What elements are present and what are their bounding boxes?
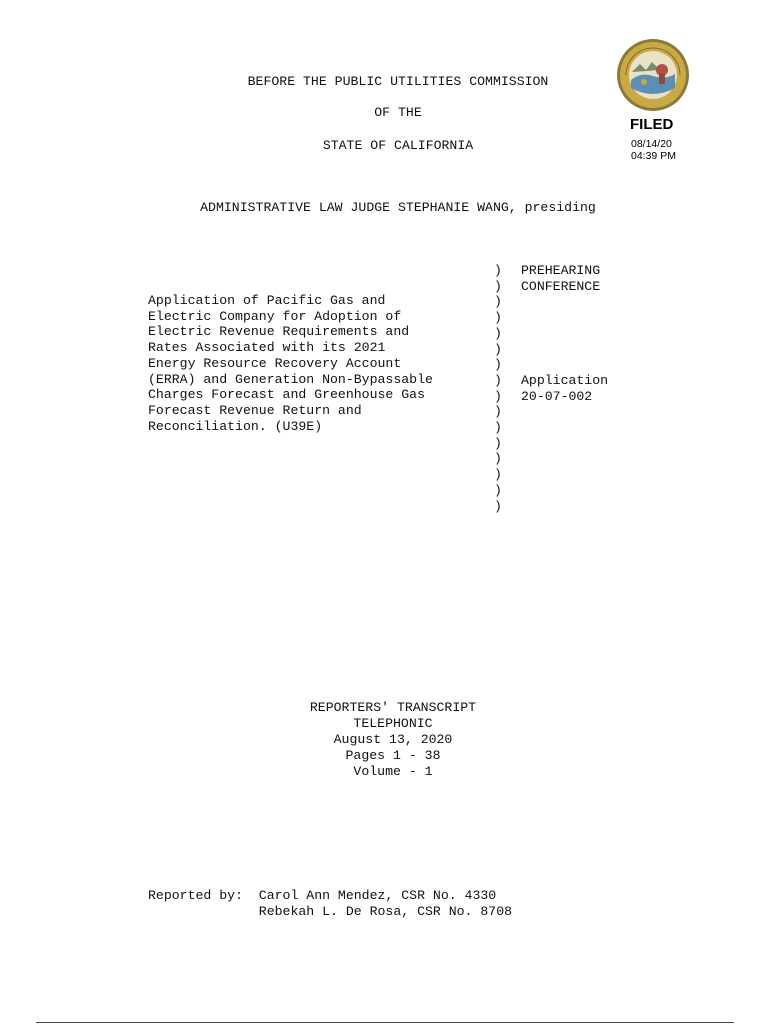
header-line-2: OF THE bbox=[374, 105, 422, 120]
paren: ) bbox=[494, 294, 502, 310]
paren: ) bbox=[494, 372, 502, 388]
paren: ) bbox=[494, 435, 502, 451]
bottom-rule bbox=[36, 1022, 734, 1023]
presiding-judge: ADMINISTRATIVE LAW JUDGE STEPHANIE WANG, presiding bbox=[200, 200, 596, 215]
paren: ) bbox=[494, 451, 502, 467]
caption-line: Electric Revenue Requirements and bbox=[148, 324, 410, 340]
proceeding-type-line: CONFERENCE bbox=[521, 278, 601, 294]
filed-timestamp bbox=[631, 138, 676, 162]
paren: ) bbox=[494, 498, 502, 514]
caption-line: Charges Forecast and Greenhouse Gas bbox=[148, 387, 425, 403]
paren: ) bbox=[494, 357, 502, 373]
cpuc-seal bbox=[616, 38, 690, 112]
caption-line: Rates Associated with its 2021 bbox=[148, 340, 386, 356]
reporter-1: Carol Ann Mendez, CSR No. 4330 bbox=[258, 888, 497, 903]
paren: ) bbox=[494, 404, 502, 420]
caption-line: Forecast Revenue Return and bbox=[148, 402, 362, 418]
transcript-date: August 13, 2020 bbox=[333, 732, 453, 747]
reported-by bbox=[148, 888, 512, 920]
application-id: 20-07-002 bbox=[521, 388, 593, 404]
transcript-title: REPORTERS' TRANSCRIPT bbox=[309, 700, 477, 715]
paren: ) bbox=[494, 467, 502, 483]
transcript-info bbox=[270, 700, 516, 780]
paren: ) bbox=[494, 310, 502, 326]
paren: ) bbox=[494, 325, 502, 341]
filed-time: 04:39 PM bbox=[631, 150, 676, 162]
paren: ) bbox=[494, 420, 502, 436]
application-number bbox=[521, 373, 608, 404]
paren: ) bbox=[494, 388, 502, 404]
caption-line: Application of Pacific Gas and bbox=[148, 293, 386, 308]
caption-line: Electric Company for Adoption of bbox=[148, 308, 402, 324]
reported-by-label: Reported by: bbox=[148, 888, 243, 903]
filed-date: 08/14/20 bbox=[631, 138, 672, 150]
header-line-1: BEFORE THE PUBLIC UTILITIES COMMISSION bbox=[247, 74, 549, 89]
filed-label: FILED bbox=[630, 116, 674, 133]
paren: ) bbox=[494, 263, 502, 278]
transcript-volume: Volume - 1 bbox=[353, 764, 433, 779]
header-line-3: STATE OF CALIFORNIA bbox=[322, 138, 474, 153]
paren: ) bbox=[494, 482, 502, 498]
proceeding-type bbox=[521, 263, 600, 294]
caption-line: Reconciliation. (U39E) bbox=[148, 418, 323, 434]
transcript-mode: TELEPHONIC bbox=[353, 716, 433, 731]
caption-line: Energy Resource Recovery Account bbox=[148, 355, 402, 371]
application-label: Application bbox=[521, 373, 609, 388]
paren: ) bbox=[494, 341, 502, 357]
reporter-2: Rebekah L. De Rosa, CSR No. 8708 bbox=[258, 904, 513, 919]
proceeding-type-line: PREHEARING bbox=[521, 263, 601, 278]
transcript-pages: Pages 1 - 38 bbox=[345, 748, 441, 763]
caption-line: (ERRA) and Generation Non-Bypassable bbox=[148, 371, 433, 387]
paren: ) bbox=[494, 278, 502, 294]
caption-parentheses bbox=[494, 263, 502, 514]
case-caption bbox=[148, 293, 433, 434]
